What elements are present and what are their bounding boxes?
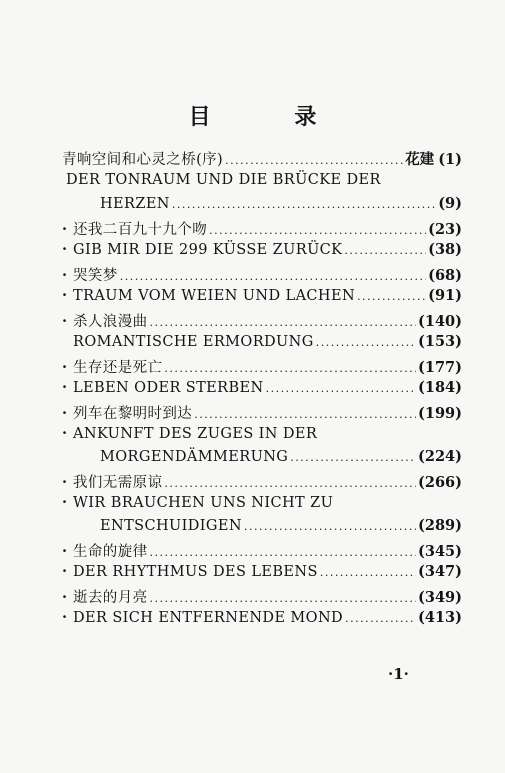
toc-entry [62,379,462,401]
toc-entry [100,448,462,470]
dot-leader [225,154,403,167]
toc-entry-label: ANKUNFT DES ZUGES IN DER [73,426,318,442]
toc-entry [62,310,462,332]
dot-leader [316,336,416,349]
toc-entry-label: HERZEN [100,196,170,212]
toc-bullet: · [62,494,68,511]
toc-bullet: · [62,379,68,396]
toc-entry [62,540,462,562]
toc-entry-label: 生命的旋律 [73,544,148,560]
toc-entry-page: (23) [428,221,462,238]
toc-entry [62,609,462,631]
toc-entry-label: ROMANTISCHE ERMORDUNG [73,334,314,350]
toc-entry [62,356,462,378]
dot-leader [290,451,416,464]
toc-entry-label: WIR BRAUCHEN UNS NICHT ZU [73,495,334,511]
toc-entry-page: (199) [418,405,462,422]
toc-entry-page: (91) [428,287,462,304]
toc-entry-page: (1) [438,151,462,168]
toc-entry [62,148,462,170]
toc-entry [62,586,462,608]
toc-bullet: · [62,313,68,330]
toc-entry-page: (177) [418,359,462,376]
dot-leader [150,546,417,559]
dot-leader [150,316,417,329]
dot-leader [345,612,416,625]
toc-bullet: · [62,474,68,491]
toc-entry-page: (266) [418,474,462,491]
toc-entry [73,333,462,355]
toc-bullet: · [62,589,68,606]
toc-bullet: · [62,267,68,284]
dot-leader [266,382,416,395]
toc-entry-label: 我们无需原谅 [73,475,163,491]
dot-leader [164,362,416,375]
dot-leader [150,592,417,605]
toc-bullet: · [62,609,68,626]
toc-entry-label: TRAUM VOM WEIEN UND LACHEN [73,288,356,304]
toc-entry-label: 杀人浪漫曲 [73,314,148,330]
dot-leader [164,477,416,490]
toc-entry [62,218,462,240]
toc-entry-label: ENTSCHUIDIGEN [100,518,242,534]
toc-entry-page: (347) [418,563,462,580]
toc-bullet: · [62,425,68,442]
toc-entry-label: 列车在黎明时到达 [73,406,193,422]
toc-entry-page: (349) [418,589,462,606]
toc-entry [62,563,462,585]
toc-entry-page: (68) [428,267,462,284]
dot-leader [357,290,426,303]
toc-entry [62,425,462,447]
toc-entry-page: (289) [418,517,462,534]
toc-entry-label: 哭笑梦 [73,268,118,284]
toc-entry-page: (413) [418,609,462,626]
toc-bullet: · [62,359,68,376]
toc-entry-label: 生存还是死亡 [73,360,163,376]
toc-entry [62,494,462,516]
toc-bullet: · [62,221,68,238]
toc-bullet: · [62,563,68,580]
toc-bullet: · [62,405,68,422]
toc-entry-page: (345) [418,543,462,560]
dot-leader [244,520,416,533]
toc-entry-page: (153) [418,333,462,350]
toc-entry-label: GIB MIR DIE 299 KÜSSE ZURÜCK [73,242,343,258]
toc-bullet: · [62,241,68,258]
toc-bullet: · [62,287,68,304]
toc-entry-label: DER SICH ENTFERNENDE MOND [73,610,344,626]
dot-leader [209,224,426,237]
dot-leader [120,270,426,283]
toc-entry [100,517,462,539]
toc-entry-label: DER TONRAUM UND DIE BRÜCKE DER [66,172,381,188]
toc-bullet: · [62,543,68,560]
toc-entry [62,264,462,286]
toc-entry-label: 逝去的月亮 [73,590,148,606]
dot-leader [320,566,416,579]
page-number: ·1· [388,665,409,683]
toc-entry-page: (9) [438,195,462,212]
toc-entry-label: DER RHYTHMUS DES LEBENS [73,564,318,580]
toc-entry-page: (38) [428,241,462,258]
toc-entry [62,471,462,493]
toc-entry-page: (184) [418,379,462,396]
toc-entry-label: MORGENDÄMMERUNG [100,449,289,465]
toc-entry-author: 花建 [405,151,435,168]
toc-entry-page: (224) [418,448,462,465]
page-title: 目 录 [188,104,355,130]
toc-entry-page: (140) [418,313,462,330]
dot-leader [172,198,436,211]
toc-entry [62,241,462,263]
toc-entry [62,402,462,424]
toc-entry [66,172,466,194]
dot-leader [194,408,416,421]
toc-entry-label: 还我二百九十九个吻 [73,222,208,238]
toc-entry-label: LEBEN ODER STERBEN [73,380,264,396]
toc-entry [100,195,462,217]
toc-entry [62,287,462,309]
dot-leader [344,244,426,257]
toc-entry-label: 青响空间和心灵之桥(序) [62,152,224,168]
